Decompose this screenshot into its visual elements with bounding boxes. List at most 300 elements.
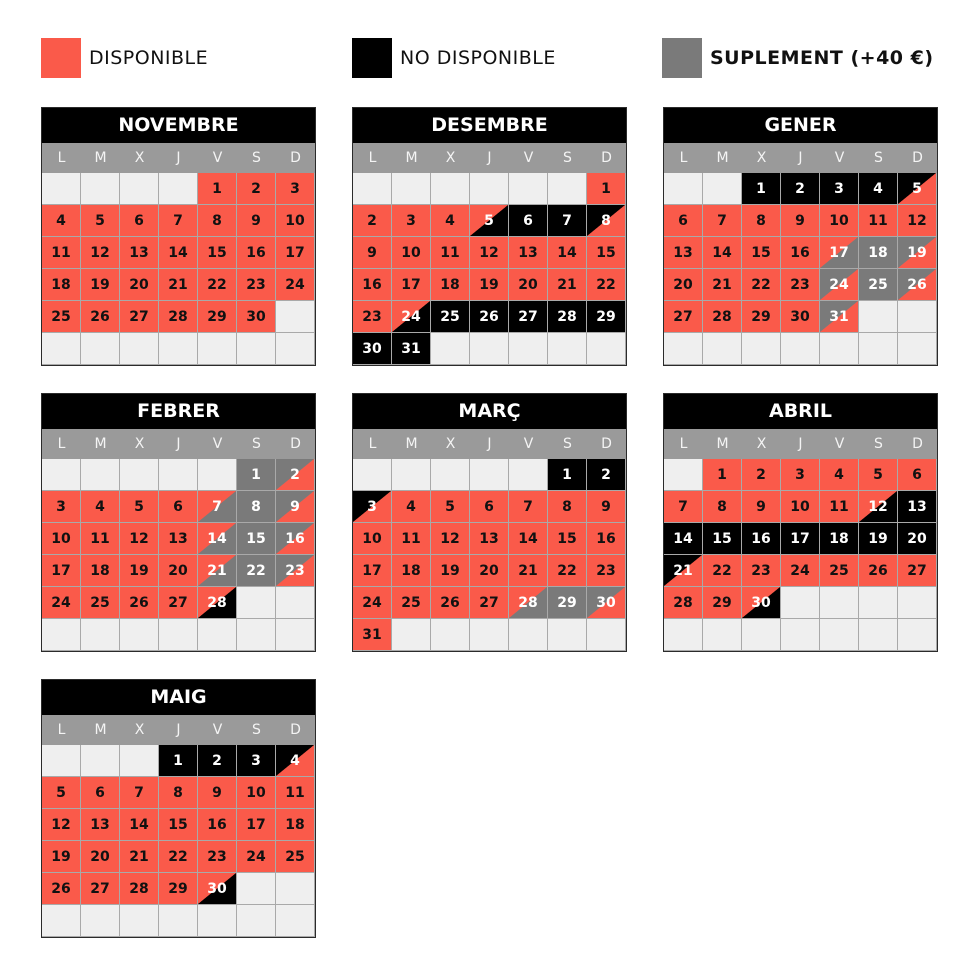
month-title: MARÇ <box>353 394 626 429</box>
day-cell: 21 <box>548 269 586 300</box>
empty-cell <box>470 173 508 204</box>
weekday-header <box>42 429 315 459</box>
empty-cell <box>120 173 158 204</box>
weekday-label: D <box>601 436 612 452</box>
empty-cell <box>81 459 119 490</box>
day-cell: 8 <box>159 777 197 808</box>
month-calendar <box>663 107 938 366</box>
empty-cell <box>276 873 314 904</box>
day-cell: 16 <box>742 523 780 554</box>
day-cell: 13 <box>664 237 702 268</box>
day-cell: 23 <box>742 555 780 586</box>
day-cell: 31 <box>353 619 391 650</box>
day-cell: 30 <box>353 333 391 364</box>
empty-cell <box>587 333 625 364</box>
day-cell: 8 <box>237 491 275 522</box>
empty-cell <box>898 333 936 364</box>
day-cell: 12 <box>42 809 80 840</box>
legend-supplement-label: SUPLEMENT (+40 €) <box>710 47 934 69</box>
weekday-label: X <box>756 150 767 166</box>
day-cell: 29 <box>587 301 625 332</box>
empty-cell <box>392 619 430 650</box>
day-cell: 7 <box>120 777 158 808</box>
day-cell: 4 <box>431 205 469 236</box>
weekday-label: J <box>176 150 181 166</box>
empty-cell <box>781 333 819 364</box>
day-cell: 10 <box>820 205 858 236</box>
day-cell: 14 <box>664 523 702 554</box>
available-swatch <box>41 38 81 78</box>
day-cell: 22 <box>742 269 780 300</box>
day-cell: 11 <box>392 523 430 554</box>
day-cell: 7 <box>703 205 741 236</box>
day-cell: 22 <box>587 269 625 300</box>
day-cell: 15 <box>742 237 780 268</box>
empty-cell <box>42 905 80 936</box>
day-cell: 12 <box>859 491 897 522</box>
empty-cell <box>42 745 80 776</box>
day-cell: 21 <box>664 555 702 586</box>
day-cell: 3 <box>353 491 391 522</box>
day-cell: 9 <box>276 491 314 522</box>
weekday-label: M <box>716 150 729 166</box>
day-cell: 12 <box>470 237 508 268</box>
empty-cell <box>159 905 197 936</box>
day-cell: 12 <box>120 523 158 554</box>
day-cell: 4 <box>81 491 119 522</box>
empty-cell <box>742 619 780 650</box>
day-cell: 6 <box>470 491 508 522</box>
empty-cell <box>120 459 158 490</box>
day-cell: 28 <box>548 301 586 332</box>
day-cell: 24 <box>353 587 391 618</box>
weekday-label: D <box>912 436 923 452</box>
day-cell: 17 <box>820 237 858 268</box>
empty-cell <box>859 587 897 618</box>
day-cell: 28 <box>703 301 741 332</box>
day-cell: 15 <box>198 237 236 268</box>
day-cell: 1 <box>587 173 625 204</box>
day-cell: 30 <box>587 587 625 618</box>
empty-cell <box>664 173 702 204</box>
day-cell: 6 <box>664 205 702 236</box>
empty-cell <box>431 619 469 650</box>
day-cell: 23 <box>198 841 236 872</box>
day-cell: 30 <box>781 301 819 332</box>
weekday-label: M <box>94 150 107 166</box>
day-cell: 3 <box>392 205 430 236</box>
weekday-label: X <box>756 436 767 452</box>
weekday-label: S <box>563 150 572 166</box>
day-cell: 13 <box>470 523 508 554</box>
weekday-label: X <box>445 436 456 452</box>
empty-cell <box>898 301 936 332</box>
empty-cell <box>276 587 314 618</box>
day-cell: 12 <box>431 523 469 554</box>
day-cell: 1 <box>237 459 275 490</box>
day-cell: 14 <box>548 237 586 268</box>
day-cell: 11 <box>276 777 314 808</box>
empty-cell <box>470 459 508 490</box>
day-cell: 8 <box>587 205 625 236</box>
weekday-label: S <box>252 150 261 166</box>
legend-supplement <box>662 38 934 78</box>
day-cell: 5 <box>431 491 469 522</box>
day-cell: 26 <box>431 587 469 618</box>
day-cell: 6 <box>120 205 158 236</box>
day-cell: 23 <box>237 269 275 300</box>
day-cell: 8 <box>703 491 741 522</box>
empty-cell <box>237 333 275 364</box>
empty-cell <box>548 173 586 204</box>
day-cell: 12 <box>81 237 119 268</box>
weekday-label: J <box>487 150 492 166</box>
day-cell: 22 <box>548 555 586 586</box>
day-cell: 25 <box>392 587 430 618</box>
empty-cell <box>159 619 197 650</box>
weekday-label: X <box>134 150 145 166</box>
day-cell: 15 <box>159 809 197 840</box>
day-cell: 17 <box>237 809 275 840</box>
day-cell: 21 <box>703 269 741 300</box>
empty-cell <box>664 333 702 364</box>
day-cell: 15 <box>548 523 586 554</box>
day-cell: 23 <box>276 555 314 586</box>
day-grid <box>353 459 626 651</box>
empty-cell <box>898 619 936 650</box>
legend-unavailable-label: NO DISPONIBLE <box>400 47 556 69</box>
day-cell: 25 <box>42 301 80 332</box>
empty-cell <box>820 587 858 618</box>
day-cell: 20 <box>81 841 119 872</box>
weekday-label: X <box>445 150 456 166</box>
day-cell: 3 <box>237 745 275 776</box>
legend <box>0 38 980 78</box>
weekday-label: M <box>94 722 107 738</box>
day-cell: 24 <box>42 587 80 618</box>
empty-cell <box>120 619 158 650</box>
day-cell: 15 <box>587 237 625 268</box>
day-cell: 19 <box>120 555 158 586</box>
weekday-label: S <box>563 436 572 452</box>
day-grid <box>42 173 315 365</box>
day-cell: 11 <box>859 205 897 236</box>
weekday-label: M <box>716 436 729 452</box>
day-cell: 29 <box>198 301 236 332</box>
day-cell: 22 <box>237 555 275 586</box>
day-cell: 20 <box>509 269 547 300</box>
day-cell: 31 <box>820 301 858 332</box>
weekday-label: V <box>523 150 534 166</box>
day-cell: 19 <box>898 237 936 268</box>
weekday-label: D <box>912 150 923 166</box>
weekday-label: V <box>212 722 223 738</box>
day-cell: 30 <box>198 873 236 904</box>
day-cell: 28 <box>198 587 236 618</box>
empty-cell <box>470 333 508 364</box>
weekday-label: V <box>523 436 534 452</box>
day-cell: 4 <box>392 491 430 522</box>
day-cell: 17 <box>42 555 80 586</box>
day-cell: 10 <box>42 523 80 554</box>
weekday-label: D <box>290 436 301 452</box>
day-cell: 5 <box>470 205 508 236</box>
day-cell: 19 <box>42 841 80 872</box>
weekday-label: X <box>134 722 145 738</box>
empty-cell <box>859 333 897 364</box>
day-cell: 9 <box>353 237 391 268</box>
day-cell: 7 <box>509 491 547 522</box>
day-cell: 24 <box>820 269 858 300</box>
weekday-label: J <box>176 722 181 738</box>
empty-cell <box>198 619 236 650</box>
day-cell: 1 <box>159 745 197 776</box>
month-calendar <box>41 107 316 366</box>
day-cell: 16 <box>353 269 391 300</box>
weekday-label: M <box>94 436 107 452</box>
empty-cell <box>587 619 625 650</box>
month-title: MAIG <box>42 680 315 715</box>
day-cell: 11 <box>42 237 80 268</box>
day-cell: 30 <box>742 587 780 618</box>
day-cell: 17 <box>353 555 391 586</box>
day-cell: 25 <box>859 269 897 300</box>
weekday-label: M <box>405 150 418 166</box>
day-cell: 17 <box>392 269 430 300</box>
day-cell: 27 <box>81 873 119 904</box>
weekday-label: X <box>134 436 145 452</box>
day-cell: 7 <box>159 205 197 236</box>
weekday-label: J <box>487 436 492 452</box>
weekday-header <box>664 429 937 459</box>
weekday-label: V <box>834 150 845 166</box>
day-cell: 24 <box>392 301 430 332</box>
day-cell: 30 <box>237 301 275 332</box>
day-cell: 8 <box>548 491 586 522</box>
empty-cell <box>859 619 897 650</box>
day-cell: 19 <box>431 555 469 586</box>
day-cell: 5 <box>120 491 158 522</box>
day-cell: 13 <box>120 237 158 268</box>
empty-cell <box>159 459 197 490</box>
weekday-label: J <box>798 150 803 166</box>
supplement-swatch <box>662 38 702 78</box>
weekday-label: S <box>874 436 883 452</box>
day-cell: 13 <box>509 237 547 268</box>
empty-cell <box>859 301 897 332</box>
day-cell: 29 <box>159 873 197 904</box>
weekday-label: D <box>290 722 301 738</box>
day-cell: 8 <box>198 205 236 236</box>
day-grid <box>664 459 937 651</box>
day-cell: 23 <box>353 301 391 332</box>
empty-cell <box>237 587 275 618</box>
weekday-label: L <box>57 722 66 738</box>
day-cell: 7 <box>664 491 702 522</box>
empty-cell <box>159 173 197 204</box>
weekday-label: J <box>176 436 181 452</box>
day-cell: 10 <box>237 777 275 808</box>
day-cell: 26 <box>42 873 80 904</box>
day-grid <box>353 173 626 365</box>
empty-cell <box>81 173 119 204</box>
day-cell: 10 <box>276 205 314 236</box>
day-cell: 9 <box>587 491 625 522</box>
day-cell: 24 <box>781 555 819 586</box>
empty-cell <box>781 587 819 618</box>
day-cell: 26 <box>898 269 936 300</box>
empty-cell <box>42 333 80 364</box>
day-cell: 26 <box>120 587 158 618</box>
weekday-header <box>42 715 315 745</box>
day-cell: 18 <box>392 555 430 586</box>
weekday-label: S <box>252 722 261 738</box>
empty-cell <box>820 333 858 364</box>
day-cell: 23 <box>781 269 819 300</box>
month-calendar <box>41 393 316 652</box>
day-cell: 4 <box>42 205 80 236</box>
legend-available <box>41 38 208 78</box>
day-cell: 27 <box>159 587 197 618</box>
empty-cell <box>664 619 702 650</box>
empty-cell <box>898 587 936 618</box>
day-cell: 19 <box>859 523 897 554</box>
day-cell: 2 <box>781 173 819 204</box>
empty-cell <box>509 459 547 490</box>
month-calendar <box>352 393 627 652</box>
day-cell: 17 <box>781 523 819 554</box>
day-cell: 6 <box>509 205 547 236</box>
empty-cell <box>276 619 314 650</box>
empty-cell <box>703 333 741 364</box>
day-cell: 28 <box>509 587 547 618</box>
day-cell: 2 <box>587 459 625 490</box>
empty-cell <box>237 873 275 904</box>
weekday-label: M <box>405 436 418 452</box>
empty-cell <box>276 333 314 364</box>
day-cell: 12 <box>898 205 936 236</box>
empty-cell <box>237 619 275 650</box>
weekday-label: D <box>290 150 301 166</box>
day-cell: 10 <box>781 491 819 522</box>
empty-cell <box>42 459 80 490</box>
day-cell: 10 <box>392 237 430 268</box>
day-cell: 2 <box>276 459 314 490</box>
day-cell: 11 <box>820 491 858 522</box>
day-cell: 25 <box>81 587 119 618</box>
empty-cell <box>548 619 586 650</box>
day-cell: 20 <box>159 555 197 586</box>
empty-cell <box>81 905 119 936</box>
day-cell: 18 <box>276 809 314 840</box>
day-cell: 9 <box>198 777 236 808</box>
weekday-label: L <box>368 150 377 166</box>
day-cell: 25 <box>276 841 314 872</box>
weekday-header <box>664 143 937 173</box>
day-cell: 28 <box>159 301 197 332</box>
day-cell: 14 <box>159 237 197 268</box>
day-cell: 11 <box>81 523 119 554</box>
day-cell: 5 <box>859 459 897 490</box>
empty-cell <box>81 619 119 650</box>
empty-cell <box>198 333 236 364</box>
weekday-label: L <box>368 436 377 452</box>
day-cell: 11 <box>431 237 469 268</box>
month-title: ABRIL <box>664 394 937 429</box>
day-cell: 9 <box>781 205 819 236</box>
month-calendar <box>41 679 316 938</box>
day-cell: 25 <box>820 555 858 586</box>
day-cell: 27 <box>509 301 547 332</box>
empty-cell <box>198 459 236 490</box>
day-cell: 3 <box>781 459 819 490</box>
day-cell: 25 <box>431 301 469 332</box>
empty-cell <box>81 745 119 776</box>
day-cell: 19 <box>81 269 119 300</box>
day-cell: 16 <box>587 523 625 554</box>
empty-cell <box>509 173 547 204</box>
day-cell: 31 <box>392 333 430 364</box>
weekday-label: S <box>252 436 261 452</box>
day-cell: 23 <box>587 555 625 586</box>
day-cell: 13 <box>159 523 197 554</box>
day-cell: 28 <box>120 873 158 904</box>
day-cell: 4 <box>820 459 858 490</box>
day-cell: 22 <box>159 841 197 872</box>
day-cell: 26 <box>81 301 119 332</box>
empty-cell <box>392 459 430 490</box>
weekday-header <box>353 143 626 173</box>
day-cell: 6 <box>898 459 936 490</box>
day-cell: 5 <box>42 777 80 808</box>
weekday-label: L <box>57 150 66 166</box>
day-cell: 21 <box>509 555 547 586</box>
day-cell: 20 <box>470 555 508 586</box>
day-cell: 16 <box>198 809 236 840</box>
empty-cell <box>548 333 586 364</box>
empty-cell <box>431 173 469 204</box>
empty-cell <box>353 459 391 490</box>
day-grid <box>42 745 315 937</box>
empty-cell <box>509 333 547 364</box>
empty-cell <box>237 905 275 936</box>
day-cell: 16 <box>237 237 275 268</box>
day-cell: 13 <box>81 809 119 840</box>
weekday-label: V <box>212 436 223 452</box>
month-title: FEBRER <box>42 394 315 429</box>
day-cell: 14 <box>198 523 236 554</box>
empty-cell <box>81 333 119 364</box>
day-cell: 2 <box>198 745 236 776</box>
empty-cell <box>509 619 547 650</box>
day-cell: 6 <box>159 491 197 522</box>
empty-cell <box>431 333 469 364</box>
day-cell: 7 <box>198 491 236 522</box>
day-grid <box>42 459 315 651</box>
day-cell: 14 <box>120 809 158 840</box>
day-cell: 17 <box>276 237 314 268</box>
day-cell: 1 <box>198 173 236 204</box>
weekday-header <box>42 143 315 173</box>
day-cell: 24 <box>237 841 275 872</box>
empty-cell <box>353 173 391 204</box>
day-cell: 21 <box>120 841 158 872</box>
weekday-label: L <box>679 436 688 452</box>
day-cell: 3 <box>276 173 314 204</box>
empty-cell <box>198 905 236 936</box>
day-cell: 1 <box>703 459 741 490</box>
day-cell: 9 <box>237 205 275 236</box>
